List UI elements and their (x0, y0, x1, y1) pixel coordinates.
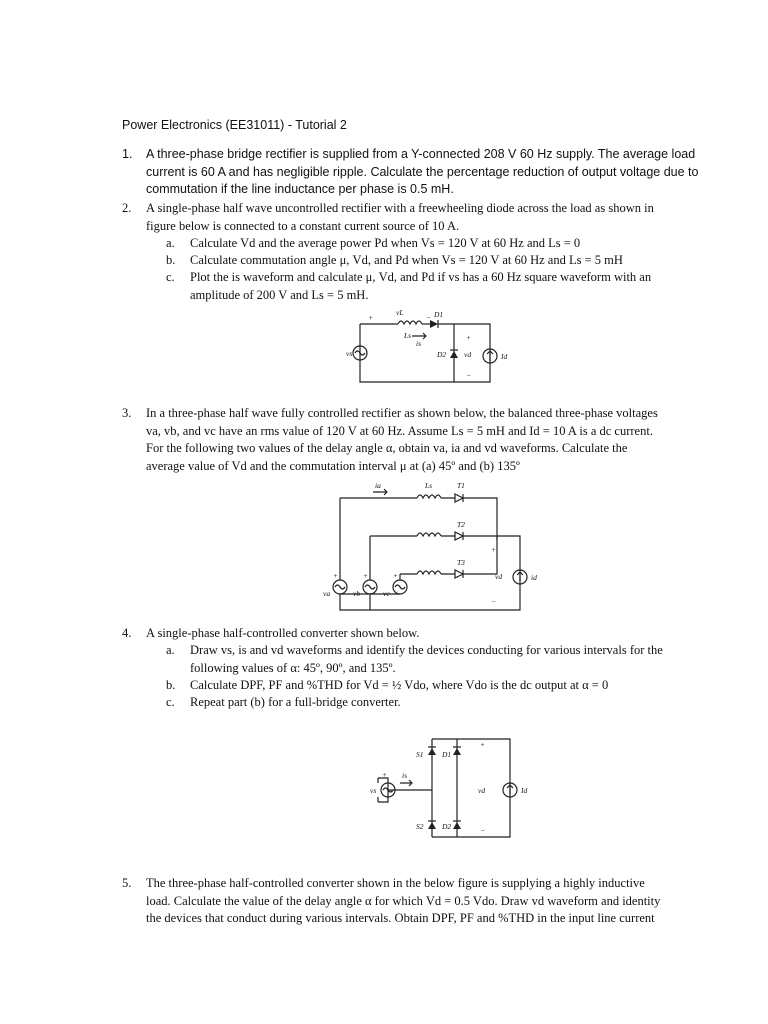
minus-sign: − (480, 826, 486, 835)
circuit-diagram-half-controlled (360, 733, 530, 843)
part-text: Calculate Vd and the average power Pd when Vs = 120 V at 60 Hz and Ls = 0 (190, 236, 581, 250)
label-vL: vL (396, 308, 404, 317)
part-label: a. (166, 236, 175, 250)
label-va: va (323, 589, 331, 598)
page-title: Power Electronics (EE31011) - Tutorial 2 (122, 118, 347, 132)
label-Id: Id (521, 786, 528, 795)
question-4-part-b (166, 677, 608, 695)
label-vb: vb (353, 589, 361, 598)
minus-sign: − (426, 313, 432, 322)
label-vs: vs (370, 786, 377, 795)
question-number: 4. (122, 626, 132, 640)
label-D1: D1 (434, 310, 444, 319)
label-vd: vd (478, 786, 486, 795)
plus-sign: + (382, 770, 388, 779)
label-Ls: Ls (404, 331, 412, 340)
question-4-part-c (166, 694, 401, 712)
part-text: Draw vs, is and vd waveforms and identify the devices conducting for various intervals for the (190, 643, 663, 657)
label-S1: S1 (416, 750, 424, 759)
plus-sign: + (466, 333, 472, 342)
minus-sign: − (491, 597, 497, 606)
part-label: c. (166, 270, 175, 284)
label-T2: T2 (457, 520, 465, 529)
label-D2: D2 (437, 350, 447, 359)
part-label: b. (166, 253, 176, 267)
plus-sign: + (368, 313, 374, 322)
label-S2: S2 (416, 822, 424, 831)
question-number: 2. (122, 201, 132, 215)
label-ia: ia (375, 481, 381, 490)
plus-sign: + (333, 571, 339, 580)
part-text: Calculate DPF, PF and %THD for Vd = ½ Vdo, where Vdo is the dc output at α = 0 (190, 678, 609, 692)
part-text: following values of α: 45º, 90º, and 135º. (190, 660, 396, 675)
question-2 (122, 200, 722, 235)
question-text-line: A single-phase half wave uncontrolled rectifier with a freewheeling diode across the load as shown in (146, 201, 654, 215)
plus-sign: + (480, 740, 486, 749)
part-text: Repeat part (b) for a full-bridge converter. (190, 695, 401, 709)
question-number: 5. (122, 876, 132, 890)
plus-sign: + (363, 571, 369, 580)
question-text-line: figure below is connected to a constant current source of 10 A. (146, 218, 460, 233)
question-text-line: The three-phase half-controlled converter shown in the below figure is supplying a highly inductive (146, 876, 645, 890)
question-text-line: A three-phase bridge rectifier is supplied from a Y-connected 208 V 60 Hz supply. The average load (146, 147, 696, 161)
plus-sign: + (491, 545, 497, 554)
question-2-part-a (166, 235, 580, 253)
question-text-line: the devices that conduct during various intervals. Obtain DPF, PF and %THD in the input line current (146, 911, 655, 925)
label-vd: vd (495, 572, 503, 581)
label-vs: vs (346, 349, 353, 358)
label-Ls: Ls (425, 481, 433, 490)
question-5 (122, 875, 742, 928)
label-D1: D1 (442, 750, 452, 759)
question-2-part-c (166, 269, 651, 304)
part-text: Plot the is waveform and calculate μ, Vd, and Pd if vs has a 60 Hz square waveform with an (190, 270, 652, 284)
label-D2: D2 (442, 822, 452, 831)
label-vd: vd (464, 350, 472, 359)
label-is: is (402, 771, 408, 780)
label-is: is (416, 339, 422, 348)
label-id: id (531, 573, 537, 582)
question-number: 1. (122, 147, 133, 161)
question-text-line: commutation if the line inductance per phase is 0.5 mH. (146, 182, 454, 196)
question-4 (122, 625, 722, 643)
question-text-line: A single-phase half-controlled converter shown below. (146, 626, 420, 640)
question-text-line: In a three-phase half wave fully controlled rectifier as shown below, the balanced three-phase voltages (146, 406, 658, 420)
question-4-part-a (166, 642, 663, 677)
part-label: b. (166, 678, 176, 692)
question-text-line: va, vb, and vc have an rms value of 120 V at 60 Hz. Assume Ls = 5 mH and Id = 10 A is a dc current. (146, 423, 653, 438)
question-text-line: load. Calculate the value of the delay angle α for which Vd = 0.5 Vdo. Draw vd waveform and identity (146, 893, 661, 908)
part-text: Calculate commutation angle μ, Vd, and Pd when Vs = 120 V at 60 Hz and Ls = 5 mH (190, 253, 623, 267)
question-text-line: For the following two values of the delay angle α, obtain va, ia and vd waveforms. Calculate the (146, 441, 628, 455)
part-label: c. (166, 695, 175, 709)
question-number: 3. (122, 406, 132, 420)
question-1 (122, 146, 722, 199)
circuit-diagram-three-phase (325, 482, 535, 617)
question-3 (122, 405, 742, 475)
part-text: amplitude of 200 V and Ls = 5 mH. (190, 287, 369, 302)
label-vc: vc (383, 589, 390, 598)
label-Id: Id (501, 352, 508, 361)
circuit-diagram-half-wave (330, 310, 510, 390)
part-label: a. (166, 643, 175, 657)
minus-sign: − (466, 371, 472, 380)
label-T3: T3 (457, 558, 465, 567)
question-2-part-b (166, 252, 623, 270)
question-text-line: average value of Vd and the commutation interval μ at (a) 45º and (b) 135º (146, 458, 520, 473)
question-text-line: current is 60 A and has negligible ripple. Calculate the percentage reduction of output voltage due to (146, 164, 699, 179)
plus-sign: + (393, 571, 399, 580)
label-T1: T1 (457, 481, 465, 490)
